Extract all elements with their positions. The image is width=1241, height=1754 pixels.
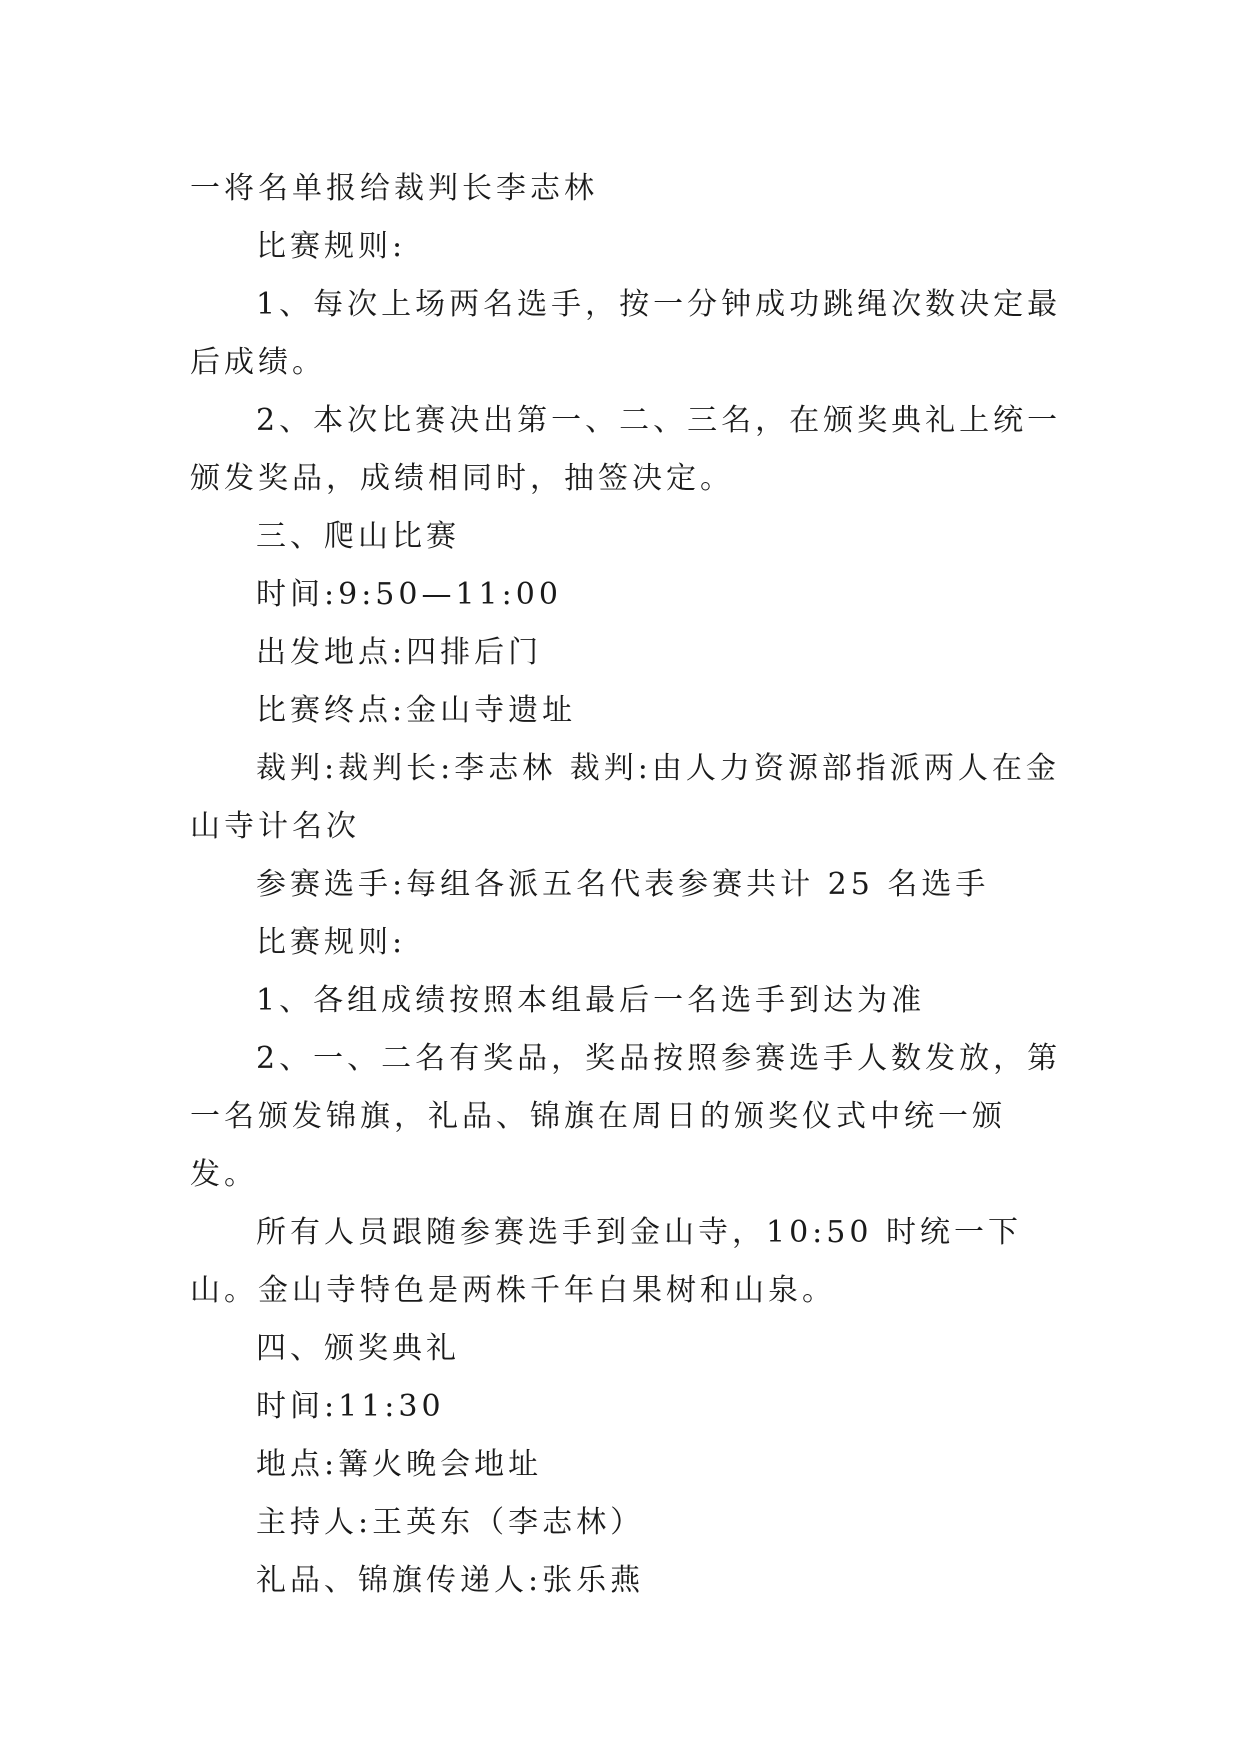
paragraph: 礼品、锦旗传递人:张乐燕 <box>256 1563 645 1598</box>
section-heading: 四、颁奖典礼 <box>256 1331 460 1366</box>
paragraph: 地点:篝火晚会地址 <box>256 1447 543 1482</box>
paragraph: 所有人员跟随参赛选手到金山寺，10:50 时统一下山。金山寺特色是两株千年白果树和山泉。 <box>190 1215 1022 1308</box>
paragraph: 主持人:王英东（李志林） <box>256 1505 645 1540</box>
paragraph: 比赛规则: <box>256 925 407 960</box>
paragraph: 1、每次上场两名选手，按一分钟成功跳绳次数决定最后成绩。 <box>190 287 1062 380</box>
paragraph: 2、本次比赛决出第一、二、三名，在颁奖典礼上统一颁发奖品，成绩相同时，抽签决定。 <box>190 403 1062 496</box>
paragraph: 比赛规则: <box>256 229 407 264</box>
paragraph: 比赛终点:金山寺遗址 <box>256 693 577 728</box>
paragraph: 一将名单报给裁判长李志林 <box>190 171 598 206</box>
paragraph: 裁判:裁判长:李志林 裁判:由人力资源部指派两人在金山寺计名次 <box>190 751 1060 844</box>
paragraph: 出发地点:四排后门 <box>256 635 543 670</box>
paragraph: 时间:11:30 <box>256 1389 445 1424</box>
paragraph: 2、一、二名有奖品，奖品按照参赛选手人数发放，第一名颁发锦旗，礼品、锦旗在周日的颁奖仪式中统一颁发。 <box>190 1041 1062 1192</box>
paragraph: 1、各组成绩按照本组最后一名选手到达为准 <box>256 983 926 1018</box>
paragraph: 参赛选手:每组各派五名代表参赛共计 25 名选手 <box>256 867 990 902</box>
section-heading: 三、爬山比赛 <box>256 519 460 554</box>
paragraph: 时间:9:50—11:00 <box>256 577 562 612</box>
document-body <box>190 160 1070 1610</box>
